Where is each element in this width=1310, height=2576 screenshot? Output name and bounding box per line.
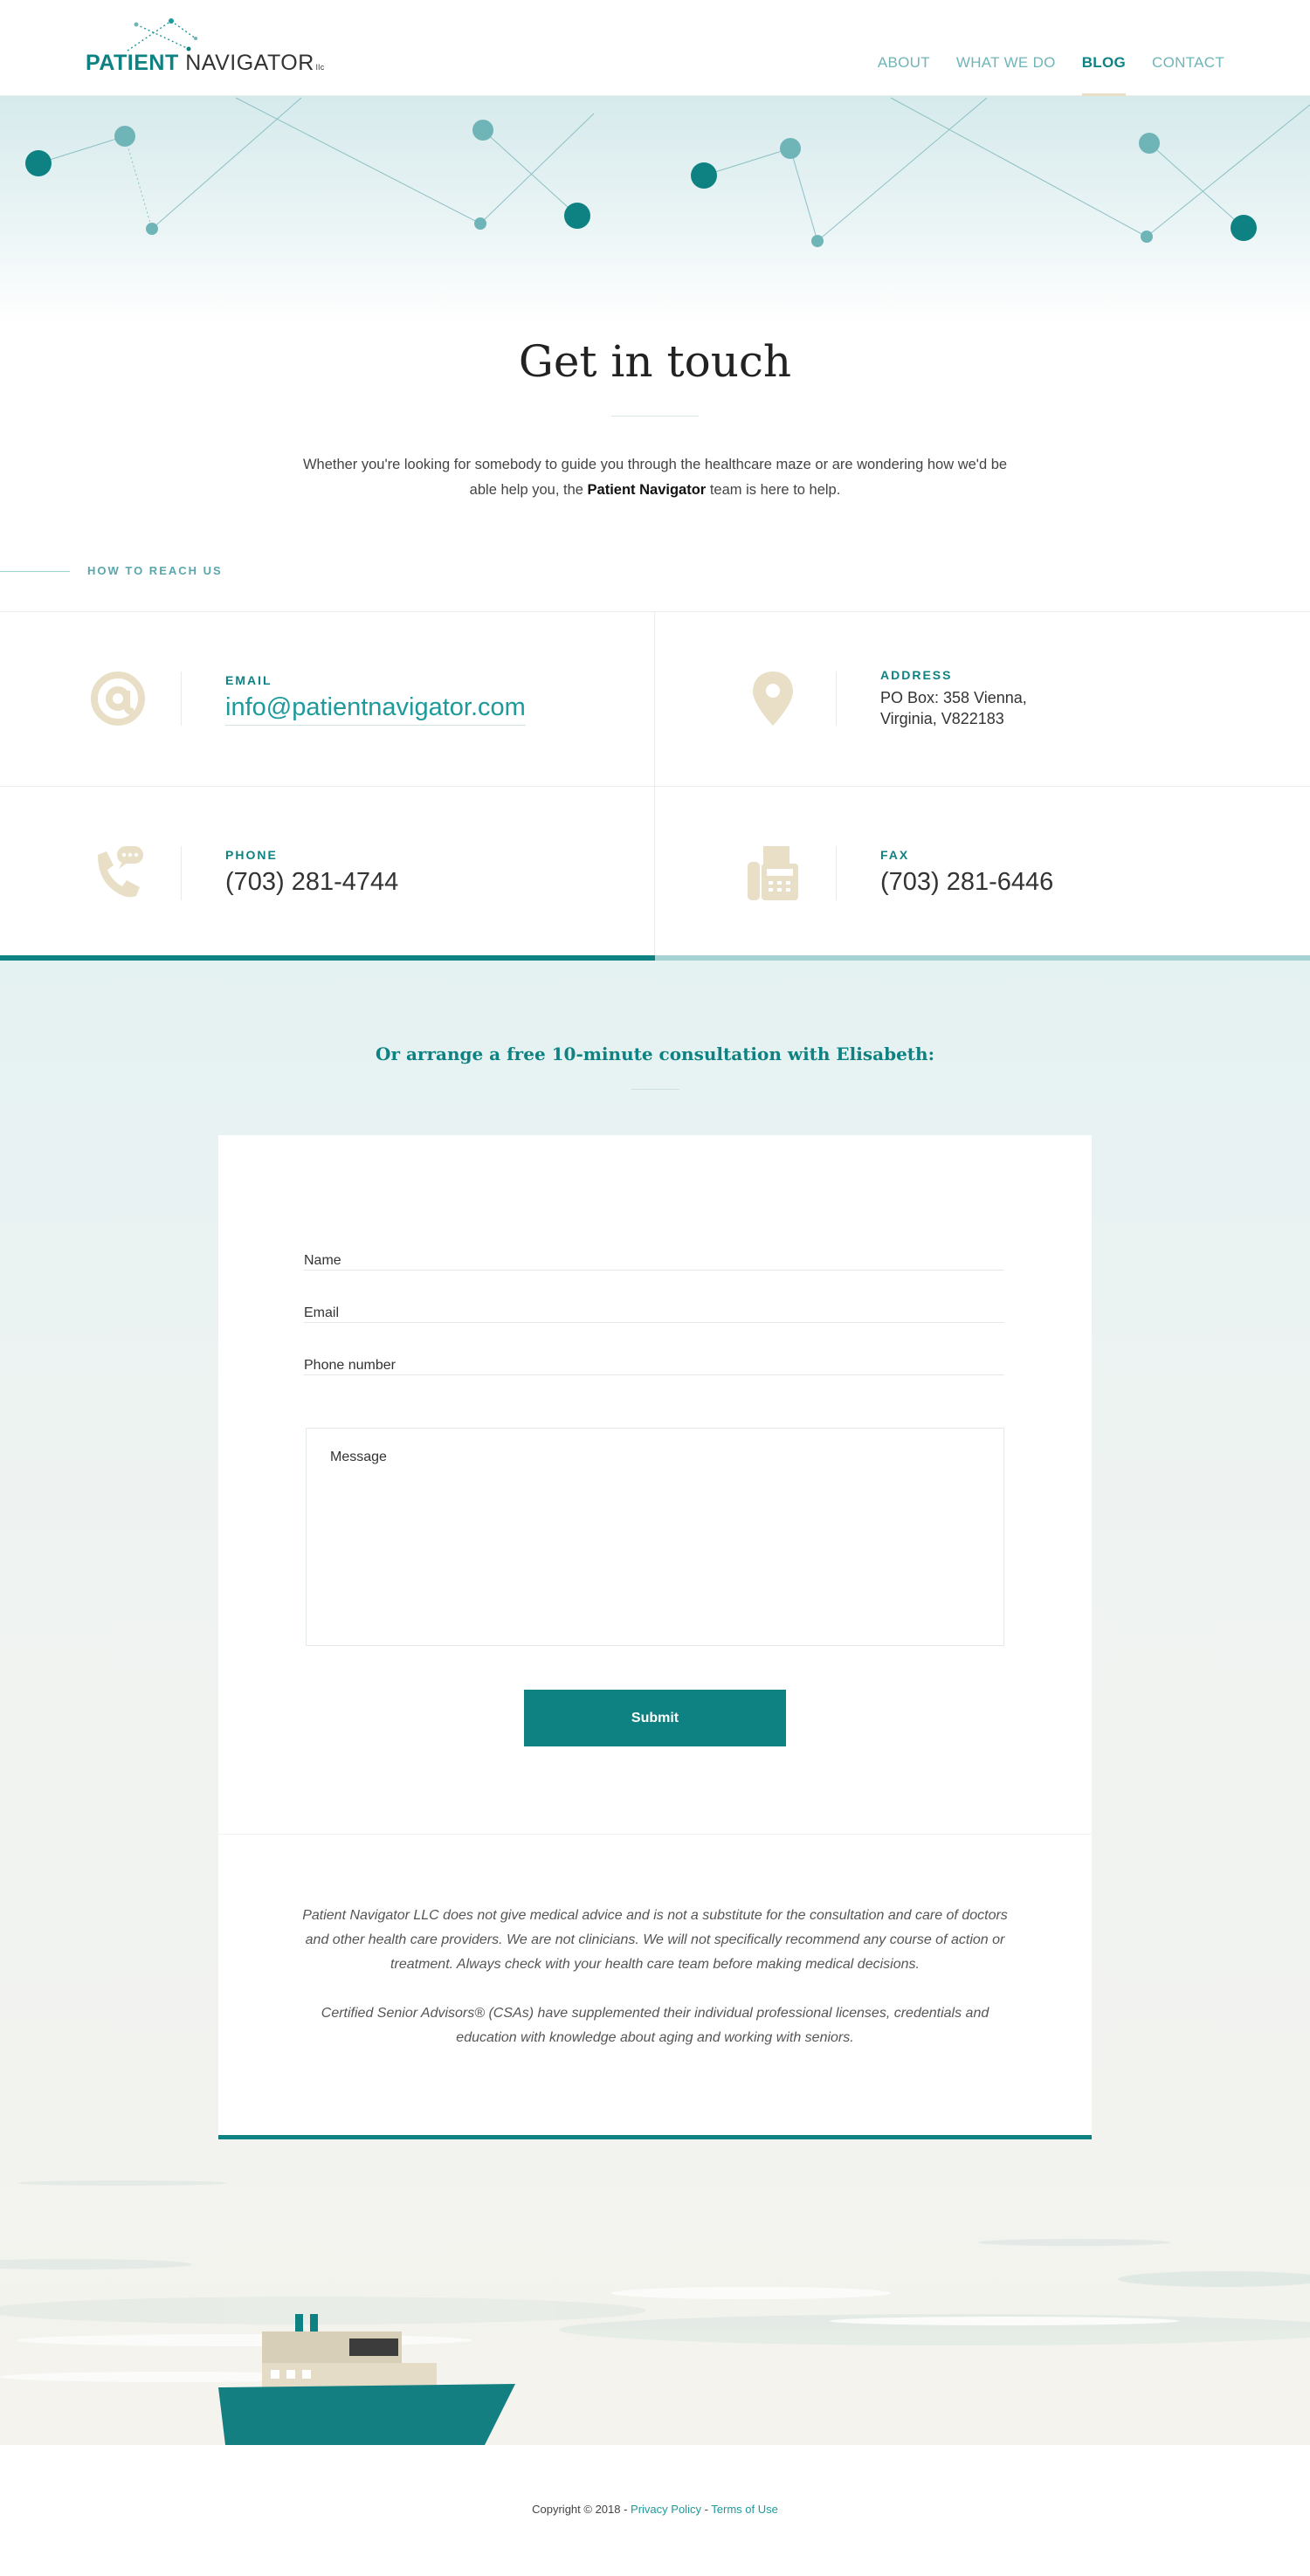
section-heading-reach bbox=[0, 563, 349, 581]
footer-copyright bbox=[0, 2503, 1310, 2516]
contact-form-card bbox=[218, 1135, 1092, 2139]
address-value bbox=[880, 687, 1027, 729]
intro-text-start: Whether you're looking for somebody to guide you through the healthcare maze or are wondering how we'd be able help you, the bbox=[302, 457, 1008, 498]
phone-chat-icon bbox=[87, 843, 148, 904]
main-nav bbox=[878, 54, 1224, 96]
cell-divider bbox=[181, 672, 182, 726]
email-field[interactable]: Email bbox=[304, 1288, 1004, 1323]
email-link[interactable]: info@patientnavigator.com bbox=[225, 693, 526, 726]
title-divider bbox=[611, 416, 699, 417]
logo[interactable] bbox=[86, 16, 325, 77]
nav-contact[interactable]: CONTACT bbox=[1152, 54, 1224, 71]
reach-heading: HOW TO REACH US bbox=[87, 564, 223, 577]
consultation-heading: Or arrange a free 10-minute consultation with Elisabeth: bbox=[376, 1043, 934, 1064]
fax-label: FAX bbox=[880, 848, 910, 862]
csa-disclaimer: Certified Senior Advisors® (CSAs) have supplemented their individual professional licenses, credentials and education with knowledge about aging and working with seniors. bbox=[321, 2006, 989, 2045]
contact-phone bbox=[0, 787, 655, 961]
site-header bbox=[0, 0, 1310, 96]
site-footer bbox=[0, 2445, 1310, 2576]
logo-wordmark: PATIENT NAVIGATOR llc bbox=[86, 51, 325, 75]
cell-divider bbox=[836, 672, 837, 726]
map-pin-icon bbox=[742, 668, 803, 729]
copyright-text: Copyright © 2018 - bbox=[532, 2503, 631, 2516]
intro-text bbox=[301, 452, 1009, 503]
hero-background bbox=[0, 96, 1310, 323]
medical-disclaimer: Patient Navigator LLC does not give medical advice and is not a substitute for the consultation and care of doctors and other health care providers. We are not clinicians. We will not specifically recommend any course of action or treatment. Always check with your health care team before making medical decisions. bbox=[302, 1908, 1008, 1972]
address-line-2: Virginia, V822183 bbox=[880, 710, 1004, 727]
boat bbox=[218, 2314, 515, 2445]
nav-what-we-do[interactable]: WHAT WE DO bbox=[955, 54, 1056, 71]
heading-line bbox=[0, 571, 70, 572]
contact-fax bbox=[655, 787, 1310, 961]
constellation-decoration bbox=[0, 96, 1310, 323]
address-label: ADDRESS bbox=[880, 668, 953, 682]
intro-brand: Patient Navigator bbox=[587, 482, 707, 498]
consultation-divider bbox=[631, 1089, 679, 1090]
nav-blog[interactable]: BLOG bbox=[1082, 54, 1126, 96]
cell-divider bbox=[836, 846, 837, 900]
contact-email bbox=[0, 612, 655, 787]
at-icon bbox=[87, 668, 148, 729]
address-line-1: PO Box: 358 Vienna, bbox=[880, 689, 1027, 706]
name-field[interactable]: Name bbox=[304, 1236, 1004, 1271]
contact-grid bbox=[0, 611, 1310, 961]
contact-address bbox=[655, 612, 1310, 787]
card-divider bbox=[218, 1834, 1092, 1835]
privacy-policy-link[interactable]: Privacy Policy bbox=[631, 2503, 701, 2516]
footer-separator: - bbox=[700, 2503, 712, 2516]
phone-link[interactable]: (703) 281-4744 bbox=[225, 868, 399, 896]
boat-illustration bbox=[0, 2174, 1310, 2445]
submit-button[interactable]: Submit bbox=[524, 1690, 786, 1746]
phone-label: PHONE bbox=[225, 848, 278, 862]
fax-icon bbox=[742, 843, 803, 904]
terms-of-use-link[interactable]: Terms of Use bbox=[711, 2503, 778, 2516]
message-textarea[interactable]: Message bbox=[306, 1428, 1004, 1646]
intro-text-end: team is here to help. bbox=[706, 482, 841, 498]
cell-divider bbox=[181, 846, 182, 900]
fax-value: (703) 281-6446 bbox=[880, 868, 1054, 896]
page-title: Get in touch bbox=[518, 336, 792, 387]
email-label: EMAIL bbox=[225, 673, 272, 687]
phone-field[interactable]: Phone number bbox=[304, 1340, 1004, 1375]
nav-about[interactable]: ABOUT bbox=[877, 54, 930, 71]
